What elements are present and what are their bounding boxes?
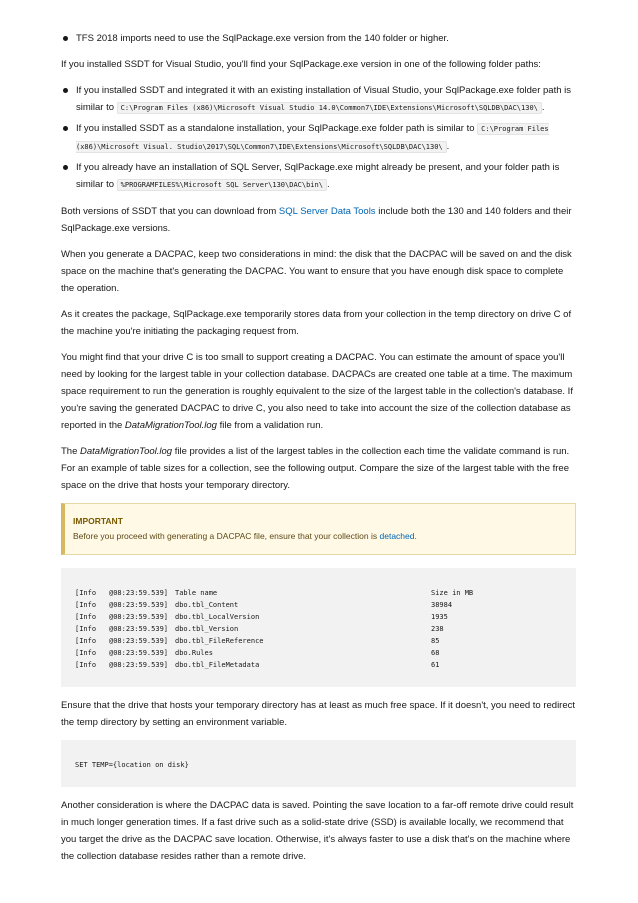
paragraph-tool-log	[61, 443, 576, 494]
list-item-text: If you already have an installation of SQL Server, SqlPackage.exe might already be present, and your folder path is similar to	[76, 162, 560, 190]
text: Both versions of SSDT that you can download from	[61, 206, 277, 217]
list-item-suffix: .	[541, 102, 545, 113]
log-row	[75, 587, 562, 599]
log-size: 38984	[431, 601, 453, 609]
log-size: 85	[431, 637, 440, 645]
log-gap	[361, 647, 431, 659]
paragraph-ensure: Ensure that the drive that hosts your temporary directory has at least as much free space. If it doesn't, you need to redirect the temp directory by setting an environment variable.	[61, 700, 576, 728]
log-size: 68	[431, 649, 440, 657]
important-alert	[61, 503, 576, 555]
log-level: [Info	[75, 661, 97, 669]
path-code: %PROGRAMFILES%\Microsoft SQL Server\130\DAC\bin\	[117, 179, 327, 191]
paragraph-generate: When you generate a DACPAC, keep two considerations in mind: the disk that the DACPAC will be saved on and the disk space on the machine that's generating the DACPAC. You want to ensure that you have enough disk space to complete the operation.	[61, 249, 572, 294]
set-temp-code-block	[61, 740, 576, 787]
log-row	[75, 623, 562, 635]
log-level: [Info	[75, 613, 97, 621]
requirement-list	[61, 30, 576, 47]
log-timestamp: @08:23:59.539]	[109, 613, 169, 621]
log-level: [Info	[75, 649, 97, 657]
log-timestamp: @08:23:59.539]	[109, 589, 169, 597]
log-timestamp: @08:23:59.539]	[109, 637, 169, 645]
log-table: Table name	[175, 589, 218, 597]
log-timestamp: @08:23:59.539]	[109, 601, 169, 609]
paragraph-ssdt: If you installed SSDT for Visual Studio, you'll find your SqlPackage.exe version in one of the following folder paths:	[61, 59, 541, 70]
list-item	[61, 120, 576, 156]
text: .	[414, 531, 417, 541]
paragraph-final: Another consideration is where the DACPAC data is saved. Pointing the save location to a far-off remote drive could result in much longer generation times. If a fast drive such as a solid-state drive (SSD) is available locally, we recommend that you target the drive as the DACPAC save location. Otherwise, it's always faster to use a disk that's on the machine where the collection database resides rather than a remote drive.	[61, 800, 574, 862]
log-gap	[361, 623, 431, 635]
log-size: 1935	[431, 613, 448, 621]
list-item	[61, 82, 576, 117]
log-file-name: DataMigrationTool.log	[80, 446, 173, 457]
list-item-text: If you installed SSDT as a standalone installation, your SqlPackage.exe folder path is similar to	[76, 123, 475, 134]
article-body	[61, 30, 576, 874]
log-row	[75, 647, 562, 659]
text: The	[61, 446, 78, 457]
log-gap	[361, 635, 431, 647]
list-item-text: If you installed SSDT and integrated it with an existing installation of Visual Studio, your SqlPackage.exe folder path is similar to	[76, 85, 571, 113]
log-timestamp: @08:23:59.539]	[109, 649, 169, 657]
log-gap	[361, 659, 431, 671]
log-table: dbo.tbl_FileMetadata	[175, 661, 260, 669]
log-timestamp: @08:23:59.539]	[109, 661, 169, 669]
list-item	[61, 159, 576, 194]
log-gap	[361, 599, 431, 611]
log-file-name: DataMigrationTool.log	[124, 420, 217, 431]
log-level: [Info	[75, 625, 97, 633]
log-row	[75, 611, 562, 623]
log-size: Size in MB	[431, 589, 474, 597]
log-size: 238	[431, 625, 444, 633]
paragraph-drive-small	[61, 349, 576, 434]
sql-server-data-tools-link[interactable]: SQL Server Data Tools	[278, 206, 376, 217]
log-row	[75, 635, 562, 647]
text: file from a validation run.	[219, 420, 324, 431]
log-table: dbo.tbl_FileReference	[175, 637, 264, 645]
list-item-suffix: .	[446, 141, 450, 152]
path-code: C:\Program Files (x86)\Microsoft Visual Studio 14.0\Common7\IDE\Extensions\Microsoft\SQLDB\DAC\130\	[117, 102, 542, 114]
code-line: SET TEMP={location on disk}	[75, 761, 189, 769]
log-row	[75, 599, 562, 611]
text: You might find that your drive C is too small to support creating a DACPAC. You can estimate the amount of space you'll need by looking for the largest table in your collection database. DACPACs are created one table at a time. The maximum space requirement to run the generation is roughly equivalent to the size of the largest table in the collection's database. If you're saving the generated DACPAC to drive C, you also need to take into account the size of the collection database as reported in the	[61, 352, 573, 431]
list-item	[61, 30, 576, 47]
text: include both the 130 and 140 folders and their SqlPackage.exe versions.	[61, 206, 572, 234]
path-list	[61, 82, 576, 194]
detached-link[interactable]: detached	[379, 531, 415, 541]
log-gap	[361, 611, 431, 623]
text: file provides a list of the largest tables in the collection each time the validate command is run. For an example of table sizes for a collection, see the following output. Compare the size of the largest table with the free space on the drive that hosts your temporary directory.	[61, 446, 570, 491]
paragraph-both-versions	[61, 203, 576, 237]
log-row	[75, 659, 562, 671]
alert-body	[73, 528, 565, 544]
log-code-block	[61, 568, 576, 687]
log-level: [Info	[75, 589, 97, 597]
log-table: dbo.tbl_Content	[175, 601, 239, 609]
log-size: 61	[431, 661, 440, 669]
log-timestamp: @08:23:59.539]	[109, 625, 169, 633]
alert-title: IMPORTANT	[73, 516, 123, 526]
text: Before you proceed with generating a DACPAC file, ensure that your collection is	[73, 531, 378, 541]
path-code: C:\Program Files (x86)\Microsoft Visual. Studio\2017\SQL\Common7\IDE\Extensions\Microsoft\SQLDB\DAC\130\	[76, 125, 549, 151]
log-level: [Info	[75, 637, 97, 645]
paragraph-creates: As it creates the package, SqlPackage.exe temporarily stores data from your collection in the temp directory on drive C of the machine you're initiating the packaging request from.	[61, 309, 572, 337]
list-item-suffix: .	[326, 179, 330, 190]
log-table: dbo.tbl_Version	[175, 625, 239, 633]
log-level: [Info	[75, 601, 97, 609]
log-table: dbo.Rules	[175, 649, 213, 657]
log-table: dbo.tbl_LocalVersion	[175, 613, 260, 621]
bullet-text: TFS 2018 imports need to use the SqlPackage.exe version from the 140 folder or higher.	[76, 33, 449, 44]
log-gap	[361, 587, 431, 599]
